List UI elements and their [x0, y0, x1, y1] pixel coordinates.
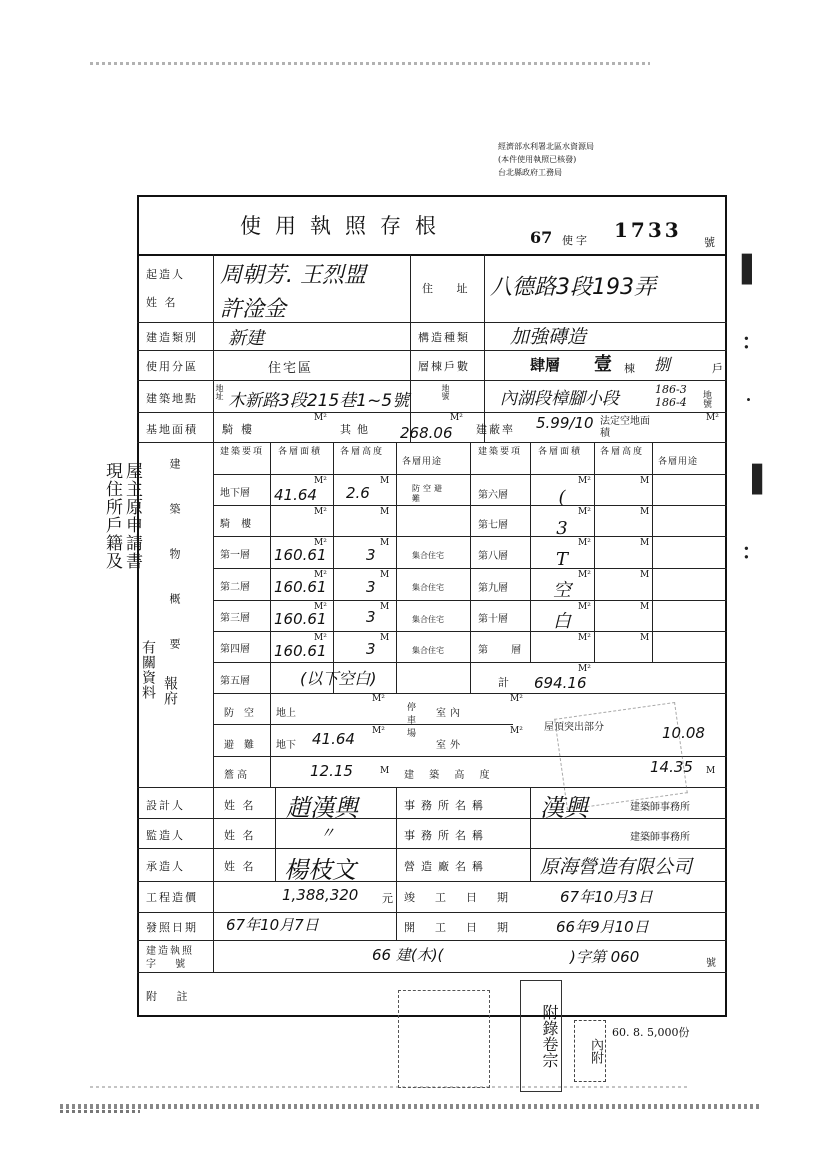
unit-area: M²	[578, 538, 591, 548]
side-note-col-2: 現住所戶籍及	[102, 462, 122, 570]
unit-area: M²	[578, 602, 591, 612]
designer-office: 漢興	[540, 794, 588, 822]
unit-height: M	[380, 766, 390, 776]
side-2: 築	[168, 503, 181, 548]
below-ground-value: 41.64	[312, 730, 355, 748]
side-1: 建	[168, 458, 181, 503]
build-type-value: 新建	[228, 328, 264, 349]
air-raid-label: 防空	[224, 708, 264, 719]
designer-name: 趙漢輿	[286, 794, 358, 822]
floor-area: 41.64	[274, 486, 317, 504]
unit-height: M	[380, 507, 390, 517]
supervisor-name: 〃	[320, 824, 336, 842]
unit-height: M	[640, 602, 650, 612]
designer-office-suffix: 建築師事務所	[630, 802, 690, 813]
floor-height: 3	[366, 546, 376, 564]
col-header: 各層用途	[658, 457, 699, 467]
unit-area: M²	[578, 633, 591, 643]
supervisor-label: 監造人	[146, 829, 185, 842]
side-note-col-5: 有關資料	[140, 640, 156, 700]
floor-name: 第七層	[478, 520, 508, 531]
side-4: 概	[168, 593, 181, 638]
scan-noise-bottom-2	[90, 1086, 690, 1088]
col-header: 各層高度	[340, 447, 385, 457]
floor-name: 第八層	[478, 551, 508, 562]
buildings-unit: 棟	[624, 362, 635, 375]
unit-area: M²	[578, 570, 591, 580]
floor-area-blank-note: (以下空白)	[300, 669, 377, 688]
permit-label-2: 字 號	[146, 959, 194, 970]
stamp-line-1: 經濟部水利署北區水資源局	[498, 142, 594, 151]
issue-date: 67年10月7日	[226, 916, 319, 934]
floor-name: 第一層	[220, 550, 250, 561]
side-note-col-1: 屋主原申請書	[122, 462, 142, 570]
form-number: 1733	[614, 218, 682, 242]
row-line	[137, 380, 727, 381]
eave-label: 簷 高	[224, 770, 248, 781]
row-line	[137, 881, 727, 882]
unit-height: M	[640, 570, 650, 580]
floor-name: 第六層	[478, 490, 508, 501]
unit-area: M²	[314, 602, 327, 612]
unit-area: M²	[510, 726, 523, 736]
supervisor-name-label: 姓 名	[224, 829, 256, 842]
builder-address-label: 住 址	[422, 282, 478, 295]
floors-label: 層棟戶數	[418, 360, 470, 373]
floor-height: 3	[366, 608, 376, 626]
legal-open-area-label: 法定空地面積	[600, 416, 650, 439]
designer-name-label: 姓 名	[224, 799, 256, 812]
permit-label: 建造執照	[146, 946, 194, 957]
col-header: 建築要項	[478, 447, 523, 457]
unit-height: M	[380, 476, 390, 486]
notes-label: 附 註	[146, 990, 196, 1003]
row-line	[137, 912, 727, 913]
side-note-col-6: 報府	[162, 676, 178, 706]
contractor-name-label: 姓 名	[224, 860, 256, 873]
form-title: 使用執照存根	[240, 214, 450, 238]
row-line	[137, 818, 727, 819]
unit-height: M	[380, 570, 390, 580]
side-3: 物	[168, 548, 181, 593]
households-unit: 戶	[712, 362, 723, 375]
building-height-label: 建 築 高 度	[404, 770, 496, 781]
designer-office-label: 事務所名稱	[404, 799, 489, 812]
unit-area: M²	[314, 538, 327, 548]
floor-height: 2.6	[346, 484, 370, 502]
floor-name: 第三層	[220, 613, 250, 624]
air-raid-label-2: 避難	[224, 740, 264, 751]
structure-value: 加強磚造	[510, 326, 587, 348]
site-address-mark: 地址	[215, 384, 224, 400]
designer-label: 設計人	[146, 799, 185, 812]
builder-name-label: 姓 名	[146, 296, 178, 309]
col-line	[396, 442, 397, 693]
floor-name: 第四層	[220, 644, 250, 655]
site-address: 木新路3段215巷1~5號	[228, 391, 410, 411]
building-height-value: 14.35	[650, 758, 693, 776]
contractor-name: 楊枝文	[284, 856, 356, 884]
below-ground-label: 地下	[276, 740, 296, 751]
roof-value: 10.08	[662, 724, 705, 742]
parking-outdoor: 室外	[436, 740, 464, 751]
stamp-line-3: 台北縣政府工務局	[498, 168, 562, 177]
floor-height: 3	[366, 640, 376, 658]
floor-area: 160.61	[274, 610, 327, 628]
floor-use: 集合住宅	[412, 646, 444, 655]
row-line	[137, 254, 727, 256]
above-ground-label: 地上	[276, 708, 296, 719]
start-date: 66年9月10日	[556, 918, 649, 936]
row-line	[213, 724, 513, 725]
bottom-stamp: 附錄卷宗	[520, 980, 562, 1092]
households-value: 捌	[654, 355, 671, 374]
scan-noise-bottom	[60, 1104, 760, 1109]
builder-name-2: 許淦金	[220, 297, 287, 322]
col-line	[484, 254, 485, 442]
floor-use: 集合住宅	[412, 583, 444, 592]
zoning-value: 住宅區	[268, 361, 314, 376]
unit-area: M²	[372, 694, 385, 704]
form-number-suffix: 號	[704, 236, 715, 249]
start-date-label: 開工日期	[404, 921, 528, 934]
floor-name: 第十層	[478, 614, 508, 625]
cost-value: 1,388,320	[282, 886, 359, 904]
floor-area: 160.61	[274, 578, 327, 596]
legal-unit: M²	[706, 413, 719, 423]
unit-area: M²	[314, 570, 327, 580]
builder-name-1: 周朝芳. 王烈盟	[220, 263, 366, 288]
stamp-line-2: (本件使用執照已核發)	[498, 155, 577, 164]
unit-height: M	[640, 476, 650, 486]
col-line	[594, 442, 595, 663]
row-line	[213, 693, 727, 694]
permit-number-2: )字第 060	[570, 948, 640, 966]
col-line	[213, 254, 214, 972]
form-number-prefix: 67	[530, 228, 553, 247]
floor-name: 地下層	[220, 488, 250, 499]
site-lots: 186-3 186-4	[655, 383, 687, 409]
eave-value: 12.15	[310, 762, 353, 780]
contractor-company: 原海營造有限公司	[540, 856, 693, 878]
col-line	[530, 787, 531, 881]
coverage-label: 建蔽率	[476, 423, 515, 436]
unit-height: M	[706, 766, 716, 776]
row-line	[137, 848, 727, 849]
floor-use: 集合住宅	[412, 615, 444, 624]
form-number-type: 使字	[562, 234, 590, 247]
unit-area: M²	[510, 694, 523, 704]
total-value: 694.16	[534, 674, 587, 692]
buildings-value: 壹	[594, 354, 612, 375]
zoning-label: 使用分區	[146, 360, 198, 373]
unit-area: M²	[314, 476, 327, 486]
unit-area: M²	[578, 476, 591, 486]
floor-name: 第五層	[220, 676, 250, 687]
parking-indoor: 室內	[436, 708, 464, 719]
cost-unit: 元	[382, 892, 393, 905]
row-line	[137, 442, 727, 443]
floors-value: 肆層	[530, 356, 561, 374]
contractor-company-label: 營造廠名稱	[404, 860, 489, 873]
scan-noise-top	[90, 62, 650, 65]
row-line	[137, 972, 727, 973]
contractor-label: 承造人	[146, 860, 185, 873]
side-5: 要	[168, 638, 181, 683]
site-lot-suffix: 地號	[701, 390, 711, 408]
unit-height: M	[640, 633, 650, 643]
issue-date-label: 發照日期	[146, 921, 198, 934]
right-margin-marks: ▌ : ˙ ▐ :	[742, 255, 762, 565]
supervisor-office-label: 事務所名稱	[404, 829, 489, 842]
col-header: 各層高度	[600, 447, 645, 457]
floor-name: 第 層	[478, 645, 532, 656]
floor-table-side-label	[166, 458, 182, 778]
col-line	[275, 787, 276, 881]
col-header: 各層用途	[402, 457, 443, 467]
unit-area: M²	[314, 507, 327, 517]
floor-name: 第九層	[478, 583, 508, 594]
floor-area: 160.61	[274, 546, 327, 564]
col-line	[396, 787, 397, 940]
builder-address: 八德路3段193弄	[490, 275, 656, 300]
row-line	[137, 940, 727, 941]
completion-date: 67年10月3日	[560, 888, 653, 906]
floor-use: 防空避難	[412, 484, 445, 503]
unit-area: M²	[314, 633, 327, 643]
roof-label: 屋頂突出部分	[544, 722, 604, 733]
arcade-label: 騎樓	[222, 423, 260, 436]
faint-stamp	[554, 702, 688, 810]
row-line	[137, 350, 727, 351]
unit-height: M	[640, 538, 650, 548]
scan-noise-left	[60, 1110, 140, 1113]
base-area-label: 基地面積	[146, 423, 198, 436]
permit-number: 66 建(木)(	[372, 946, 444, 964]
permit-suffix: 號	[706, 958, 716, 969]
site-lot-mark: 地號	[441, 384, 450, 400]
site-section: 內湖段樟腳小段	[500, 389, 619, 409]
unit-height: M	[380, 538, 390, 548]
site-total-area: 268.06	[400, 424, 453, 442]
floor-height: 3	[366, 578, 376, 596]
unit-height: M	[380, 633, 390, 643]
unit-height: M	[380, 602, 390, 612]
col-header: 建築要項	[220, 447, 265, 457]
col-line	[652, 442, 653, 663]
parking-label: 停車場	[405, 702, 415, 741]
total-label: 計	[498, 676, 509, 689]
unit-height: M	[640, 507, 650, 517]
site-label: 建築地點	[146, 392, 198, 405]
print-note: 60. 8. 5,000份	[612, 1026, 690, 1039]
col-line	[333, 442, 334, 693]
bottom-stamp-2: 內附	[574, 1020, 606, 1082]
top-stamp	[498, 140, 713, 185]
col-header: 各層面積	[538, 447, 583, 457]
bottom-stamp-box	[398, 990, 490, 1088]
supervisor-office-suffix: 建築師事務所	[630, 832, 690, 843]
structure-label: 構造種類	[418, 331, 470, 344]
floor-name: 第二層	[220, 582, 250, 593]
col-line	[410, 254, 411, 442]
other-label: 其他	[340, 423, 374, 436]
col-header: 各層面積	[278, 447, 323, 457]
floor-name: 騎 樓	[220, 519, 256, 530]
unit-area: M²	[372, 726, 385, 736]
unit-area: M²	[578, 507, 591, 517]
col-line	[470, 442, 471, 693]
total-unit: M²	[450, 413, 463, 423]
empty-floors-mark: ( 3 T 空 白	[553, 487, 571, 632]
col-line	[270, 442, 271, 788]
cost-label: 工程造價	[146, 891, 198, 904]
floor-use: 集合住宅	[412, 551, 444, 560]
row-line	[137, 412, 727, 413]
arcade-unit: M²	[314, 413, 327, 423]
completion-label: 竣工日期	[404, 891, 528, 904]
coverage-value: 5.99/10	[536, 414, 594, 432]
col-line	[530, 442, 531, 663]
build-type-label: 建造類別	[146, 331, 198, 344]
builder-label: 起造人	[146, 268, 185, 281]
total-unit: M²	[578, 664, 591, 674]
floor-area: 160.61	[274, 642, 327, 660]
